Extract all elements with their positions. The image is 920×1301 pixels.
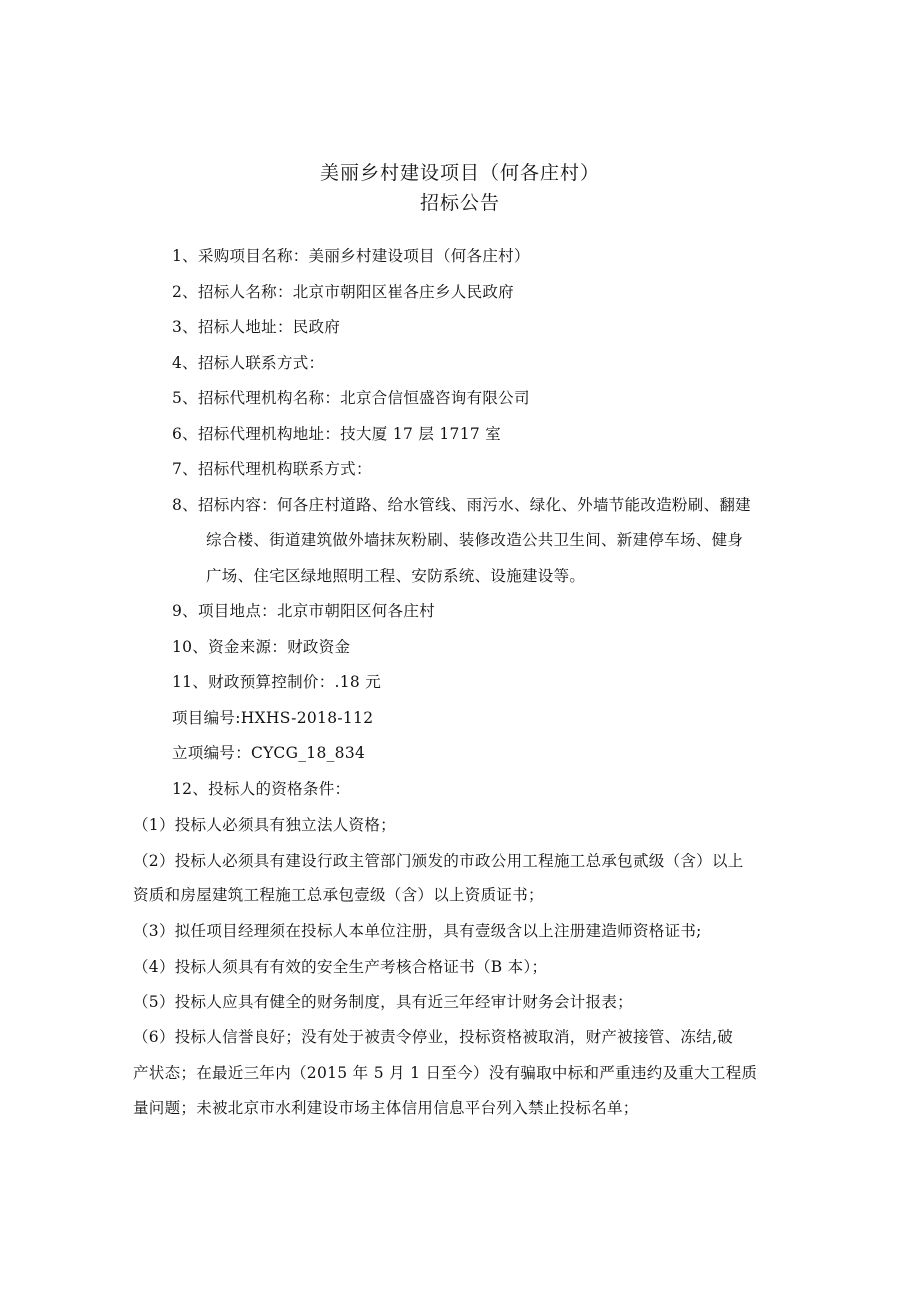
item-4: 4、招标人联系方式： <box>172 354 325 372</box>
requirement-2-line-1: （2）投标人必须具有建设行政主管部门颁发的市政公用工程施工总承包贰级（含）以上 <box>133 852 744 870</box>
item-11: 11、财政预算控制价：.18 元 <box>172 673 382 691</box>
requirement-1: （1）投标人必须具有独立法人资格； <box>133 816 396 834</box>
item-2: 2、招标人名称：北京市朝阳区崔各庄乡人民政府 <box>172 283 514 301</box>
item-6: 6、招标代理机构地址：技大厦 17 层 1717 室 <box>172 425 502 443</box>
item-1: 1、采购项目名称：美丽乡村建设项目（何各庄村） <box>172 247 530 265</box>
document-title: 美丽乡村建设项目（何各庄村） <box>319 162 600 184</box>
item-5: 5、招标代理机构名称：北京合信恒盛咨询有限公司 <box>172 389 530 407</box>
item-7: 7、招标代理机构联系方式： <box>172 460 372 478</box>
requirement-4: （4）投标人须具有有效的安全生产考核合格证书（B 本）； <box>133 958 548 976</box>
item-10: 10、资金来源：财政资金 <box>172 638 351 656</box>
approval-number: 立项编号：CYCG_18_834 <box>172 744 366 762</box>
item-3: 3、招标人地址：民政府 <box>172 318 341 336</box>
requirement-6-line-1: （6）投标人信誉良好；没有处于被责令停业，投标资格被取消，财产被接管、冻结,破 <box>133 1028 733 1046</box>
requirement-6-line-2: 产状态；在最近三年内（2015 年 5 月 1 日至今）没有骗取中标和严重违约及重大工程质 <box>133 1064 758 1082</box>
item-9: 9、项目地点：北京市朝阳区何各庄村 <box>172 602 435 620</box>
project-number: 项目编号:HXHS-2018-112 <box>172 709 374 727</box>
document-subtitle: 招标公告 <box>419 192 500 214</box>
requirement-2-line-2: 资质和房屋建筑工程施工总承包壹级（含）以上资质证书； <box>133 886 544 904</box>
item-8-line-3: 广场、住宅区绿地照明工程、安防系统、设施建设等。 <box>206 567 586 585</box>
item-8-line-1: 8、招标内容：何各庄村道路、给水管线、雨污水、绿化、外墙节能改造粉刷、翻建 <box>172 496 751 514</box>
item-12: 12、投标人的资格条件： <box>172 780 351 798</box>
item-8-line-2: 综合楼、街道建筑做外墙抹灰粉刷、装修改造公共卫生间、新建停车场、健身 <box>206 531 744 549</box>
requirement-3: （3）拟任项目经理须在投标人本单位注册，具有壹级含以上注册建造师资格证书; <box>133 922 702 940</box>
requirement-6-line-3: 量问题；未被北京市水利建设市场主体信用信息平台列入禁止投标名单； <box>133 1099 639 1117</box>
requirement-5: （5）投标人应具有健全的财务制度，具有近三年经审计财务会计报表； <box>133 993 633 1011</box>
